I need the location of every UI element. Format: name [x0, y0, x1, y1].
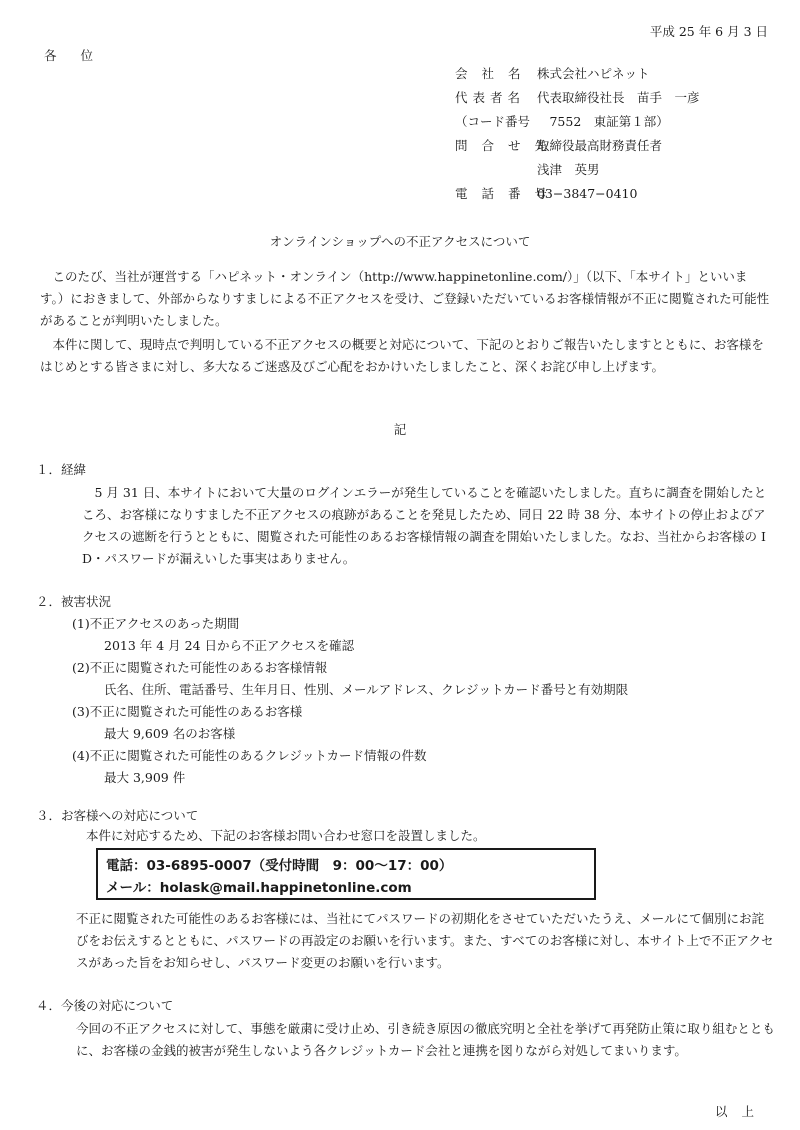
damage-item-label: (2)不正に閲覧された可能性のあるお客様情報 — [72, 660, 328, 675]
contact-mail: メール：holask@mail.happinetonline.com — [106, 880, 412, 896]
contact-name-row — [455, 160, 600, 178]
damage-item-label: (1)不正アクセスのあった期間 — [72, 616, 240, 631]
damage-item-value: 最大 9,609 名のお客様 — [104, 726, 236, 741]
contact-person-value: 取締役最高財務責任者 — [536, 138, 662, 153]
section-1-body: 5 月 31 日、本サイトにおいて大量のログインエラーが発生していることを確認いたしました。直ちに調査を開始したところ、お客様になりすました不正アクセスの痕跡があることを発見したため、同日 22 時 38 分、本サイトの停止およびアクセスの遮断を行うとともに、閲覧された可能性のあるお客様情報の調査を開始いたしました。なお、当社からお客様の ID・パスワードが漏えいした事実はありません。 — [82, 485, 767, 566]
section-4-heading: ４．今後の対応について — [36, 998, 174, 1013]
damage-item-value: 2013 年 4 月 24 日から不正アクセスを確認 — [104, 638, 355, 653]
representative-row — [455, 88, 700, 106]
document-title: オンラインショップへの不正アクセスについて — [269, 234, 531, 249]
document-date: 平成 25 年 6 月 3 日 — [649, 24, 768, 39]
contact-phone: 電話：03-6895-0007（受付時間 9：00〜17：00） — [106, 858, 453, 874]
intro-paragraph-1: このたび、当社が運営する「ハピネット・オンライン（http://www.happinetonline.com/）」（以下、「本サイト」といいます。）におきまして、外部からなりすましによる不正アクセスを受け、ご登録いただいているお客様情報が不正に閲覧された可能性があることが判明いたしました。 — [40, 269, 770, 328]
section-4-body: 今回の不正アクセスに対して、事態を厳粛に受け止め、引き続き原因の徹底究明と全社を挙げて再発防止策に取り組むとともに、お客様の金銭的被害が発生しないよう各クレジットカード会社と連携を図りながら対処してまいります。 — [76, 1021, 775, 1058]
section-3-heading: ３．お客様への対応について — [36, 808, 199, 823]
damage-item-value: 氏名、住所、電話番号、生年月日、性別、メールアドレス、クレジットカード番号と有効期限 — [104, 682, 629, 697]
section-3-body: 不正に閲覧された可能性のあるお客様には、当社にてパスワードの初期化をさせていただいたうえ、メールにて個別にお詫びをお伝えするとともに、パスワードの再設定のお願いを行います。また、すべてのお客様に対し、本サイト上で不正アクセスがあった旨をお知らせし、パスワード変更のお願いを行います。 — [76, 911, 774, 970]
company-name-label: 会 社 名 — [455, 66, 526, 81]
damage-item-value: 最大 3,909 件 — [104, 770, 186, 785]
intro-paragraph-2: 本件に関して、現時点で判明している不正アクセスの概要と対応について、下記のとおりご報告いたしますとともに、お客様をはじめとする皆さまに対し、多大なるご迷惑及びご心配をおかけいたしましたこと、深くお詫び申し上げます。 — [40, 337, 764, 374]
damage-item-label: (3)不正に閲覧された可能性のあるお客様 — [72, 704, 303, 719]
company-name-value: 株式会社ハピネット — [536, 66, 650, 81]
contact-name-value: 浅津 英男 — [536, 162, 600, 177]
representative-value: 代表取締役社長 苗手 一彦 — [536, 90, 700, 105]
phone-value: 03−3847−0410 — [536, 186, 638, 201]
contact-box — [96, 848, 596, 900]
section-1-heading: １．経緯 — [36, 462, 87, 477]
contact-person-label: 問 合 せ 先 — [455, 138, 552, 153]
code-label: （コード番号 — [455, 114, 531, 129]
company-name-row — [455, 64, 650, 82]
section-3-lead: 本件に対応するため、下記のお客様お問い合わせ窓口を設置しました。 — [86, 828, 486, 843]
contact-person-row — [455, 136, 662, 154]
damage-item-label: (4)不正に閲覧された可能性のあるクレジットカード情報の件数 — [72, 748, 427, 763]
code-row — [455, 112, 669, 130]
addressee: 各 位 — [44, 48, 103, 63]
section-2-heading: ２．被害状況 — [36, 594, 112, 609]
phone-row — [455, 184, 637, 202]
closing-mark: 以上 — [714, 1104, 768, 1119]
code-value: 7552 東証第１部） — [536, 114, 669, 129]
phone-label: 電 話 番 号 — [455, 186, 552, 201]
representative-label: 代表者名 — [455, 90, 526, 105]
ki-heading: 記 — [393, 422, 407, 437]
